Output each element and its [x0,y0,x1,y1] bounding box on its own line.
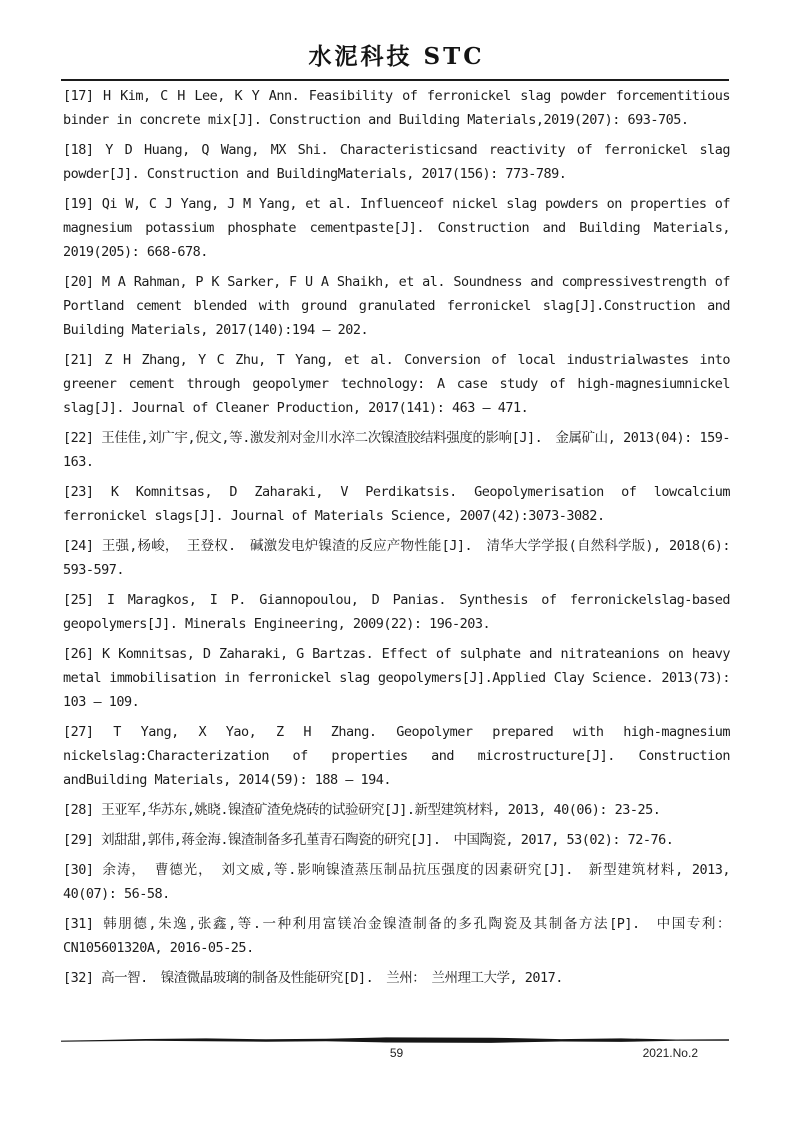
reference-item: [26] K Komnitsas, D Zaharaki, G Bartzas. Effect of sulphate and nitrateanions on heavy metal immobilisation in ferronickel slag geopolymers[J].Applied Clay Science. 2013(73): 103 – 109. [63,646,730,710]
reference-item: [25] I Maragkos, I P. Giannopoulou, D Panias. Synthesis of ferronickelslag-based geopolymers[J]. Minerals Engineering, 2009(22): 196-203. [63,592,730,632]
reference-item: [28] 王亚军,华苏东,姚晓.镍渣矿渣免烧砖的试验研究[J].新型建筑材料, 2013, 40(06): 23-25. [63,802,661,818]
reference-item: [22] 王佳佳,刘广宇,倪文,等.激发剂对金川水淬二次镍渣胶结料强度的影响[J]. 金属矿山, 2013(04): 159-163. [63,430,730,470]
reference-item: [31] 韩朋德,朱逸,张鑫,等.一种利用富镁冶金镍渣制备的多孔陶瓷及其制备方法[P]. 中国专利：CN105601320A, 2016-05-25. [63,916,730,956]
references-list [63,84,730,996]
reference-item: [19] Qi W, C J Yang, J M Yang, et al. Influenceof nickel slag powders on properties of magnesium potassium phosphate cementpaste[J]. Construction and Building Materials, 2019(205): 668-678. [63,196,730,260]
header-rule [61,79,729,81]
reference-item: [20] M A Rahman, P K Sarker, F U A Shaikh, et al. Soundness and compressivestrength of Portland cement blended with ground granulated ferronickel slag[J].Construction and Building Materials, 2017(140):194 – 202. [63,274,730,338]
reference-item: [21] Z H Zhang, Y C Zhu, T Yang, et al. Conversion of local industrialwastes into greener cement through geopolymer technology: A case study of high-magnesiumnickel slag[J]. Journal of Cleaner Production, 2017(141): 463 – 471. [63,352,730,416]
reference-item: [27] T Yang, X Yao, Z H Zhang. Geopolymer prepared with high-magnesium nickelslag:Characterization of properties and microstructure[J]. Construction andBuilding Materials, 2014(59): 188 – 194. [63,724,730,788]
reference-item: [17] H Kim, C H Lee, K Y Ann. Feasibility of ferronickel slag powder forcementitious binder in concrete mix[J]. Construction and Building Materials,2019(207): 693-705. [63,88,730,128]
reference-item: [23] K Komnitsas, D Zaharaki, V Perdikatsis. Geopolymerisation of lowcalcium ferronickel slags[J]. Journal of Materials Science, 2007(42):3073-3082. [63,484,730,524]
journal-title: 水泥科技 STC [308,43,485,70]
reference-item: [29] 刘甜甜,郭伟,蒋金海.镍渣制备多孔堇青石陶瓷的研究[J]. 中国陶瓷, 2017, 53(02): 72-76. [63,832,674,848]
reference-item: [24] 王强,杨峻， 王登权. 碱激发电炉镍渣的反应产物性能[J]. 清华大学学报(自然科学版), 2018(6): 593-597. [63,538,730,578]
reference-item: [30] 余涛， 曹德光， 刘文威,等.影响镍渣蒸压制品抗压强度的因素研究[J]. 新型建筑材料, 2013, 40(07): 56-58. [63,862,730,902]
reference-item: [32] 高一智. 镍渣微晶玻璃的制备及性能研究[D]. 兰州： 兰州理工大学, 2017. [63,970,563,986]
page-number: 59 [389,1046,404,1060]
issue-label: 2021.No.2 [642,1046,698,1060]
footer-rule [61,1036,729,1045]
reference-item: [18] Y D Huang, Q Wang, MX Shi. Characteristicsand reactivity of ferronickel slag powder[J]. Construction and BuildingMaterials, 2017(156): 773-789. [63,142,730,182]
